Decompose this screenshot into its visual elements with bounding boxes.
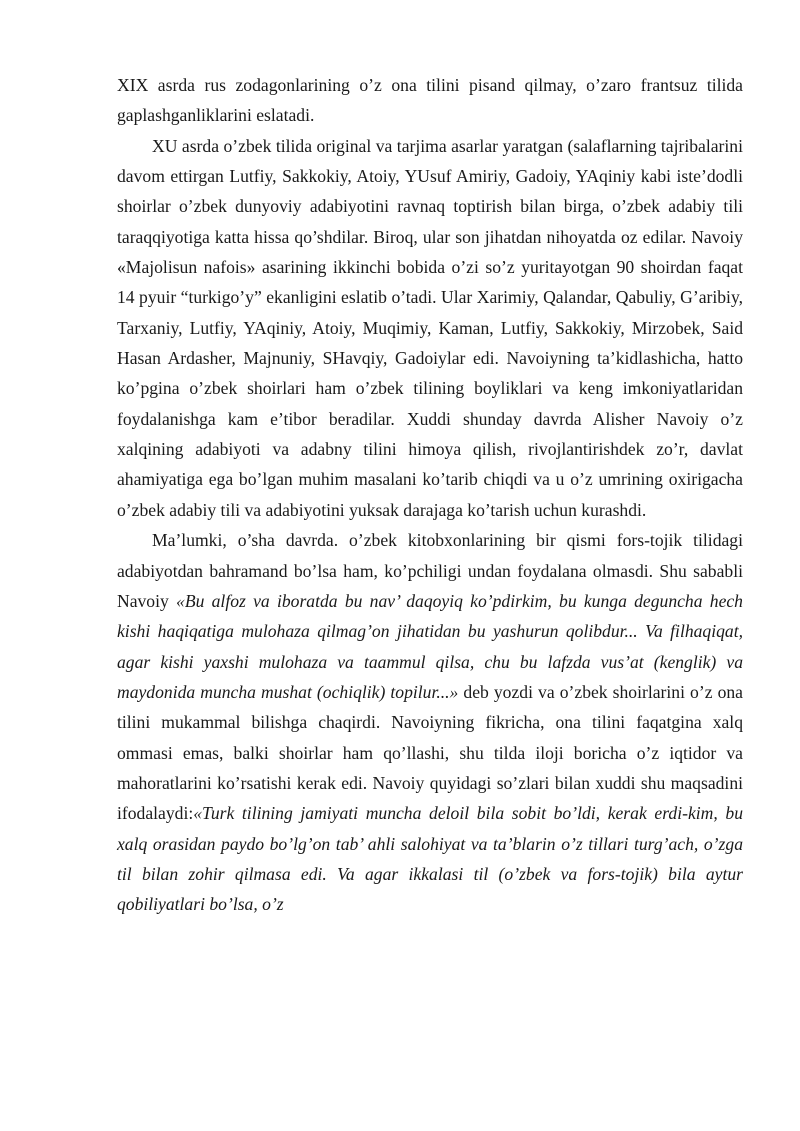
paragraph-poets [117,131,743,525]
document-page [117,70,743,920]
paragraph-text: Ma’lumki, o’sha davrda. o’zbek kitobxonlarining bir qismi fors-tojik tilidagi adabiyotdan bahramand bo’lsa ham, ko’pchiligi undan foydalana olmasdi. Shu sababli Navoiy [117,530,743,611]
paragraph-intro [117,70,743,131]
paragraph-text: deb yozdi va o’zbek shoirlarini o’z ona tilini mukammal bilishga chaqirdi. Navoiyning fikricha, ona tilini faqatgina xalq ommasi emas, balki shoirlar ham qo’llashi, shu tilda iloji boricha o’z iqtidor va mahoratlarini ko’rsatishi kerak edi. Navoiy quyidagi so’zlari bilan xuddi shu maqsadini ifodalaydi: [117,681,743,824]
paragraph-text: XU asrda o’zbek tilida original va tarjima asarlar yaratgan (salaflarning tajribalarini davom ettirgan Lutfiy, Sakkokiy, Atoiy, YUsuf Amiriy, Gadoiy, YAqiniy kabi iste’dodli shoirlar o’zbek dunyoviy adabiyotini ravnaq toptirish bilan birga, o’zbek adabiy tili taraqqiyotiga katta hissa qo’shdilar. Biroq, ular son jihatdan nihoyatda oz edilar. Navoiy «Majolisun nafois» asarining ikkinchi bobida o’zi so’z yuritayotgan 90 shoirdan faqat 14 pyuir “turkigo’y” ekanligini eslatib o’tadi. Ular Xarimiy, Qalandar, Qabuliy, G’aribiy, Tarxaniy, Lutfiy, YAqiniy, Atoiy, Muqimiy, Kaman, Lutfiy, Sakkokiy, Mirzobek, Said Hasan Ardasher, Majnuniy, SHavqiy, Gadoiylar edi. Navoiyning ta’kidlashicha, hatto ko’pgina o’zbek shoirlari ham o’zbek tilining boyliklari va keng imkoniyatlaridan foydalanishga kam e’tibor beradilar. Xuddi shunday davrda Alisher Navoiy o’z xalqining adabiyoti va adabny tilini himoya qilish, rivojlantirishdek zo’r, davlat ahamiyatiga ega bo’lgan muhim masalani ko’tarib chiqdi va u o’z umrining oxirigacha o’zbek adabiy tili va adabiyotini yuksak darajaga ko’tarish uchun kurashdi. [117,135,743,520]
paragraph-navoiy-quotes [117,525,743,919]
italic-quote: «Bu alfoz va iboratda bu nav’ daqoyiq ko’pdirkim, bu kunga deguncha hech kishi haqiqatiga mulohaza qilmag’on jihatidan bu yashurun qolibdur... Va filhaqiqat, agar kishi yaxshi mulohaza va taammul qilsa, chu bu lafzda vus’at (kenglik) va maydonida muncha mushat (ochiqlik) topilur...» [117,590,743,702]
italic-quote: «Turk tilining jamiyati muncha deloil bila sobit bo’ldi, kerak erdi-kim, bu xalq orasidan paydo bo’lg’on tab’ ahli salohiyat va ta’blarin o’z tillari turg’ach, o’zga til bilan zohir qilmasa edi. Va agar ikkalasi til (o’zbek va fors-tojik) bila aytur qobiliyatlari bo’lsa, o’z [117,803,743,915]
paragraph-text: XIX asrda rus zodagonlarining o’z ona tilini pisand qilmay, o’zaro frantsuz tilida gaplashganliklarini eslatadi. [117,75,743,126]
